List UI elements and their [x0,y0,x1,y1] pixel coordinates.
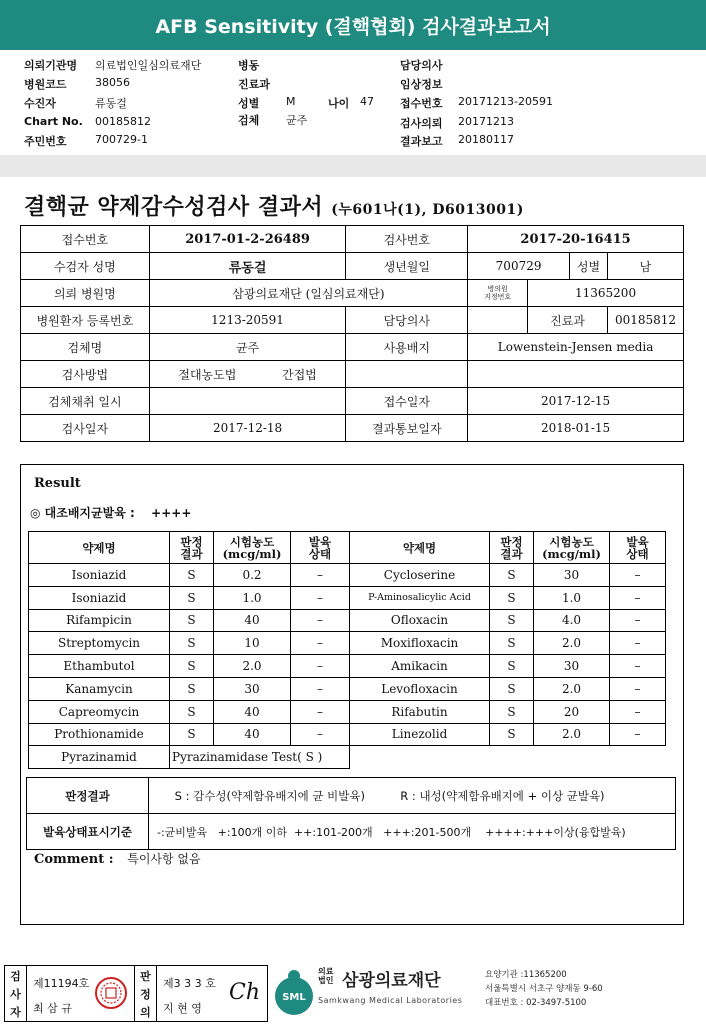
received-label: 접수일자 [346,388,468,415]
specimen-label: 검체 [238,114,260,127]
sex-value-cell: 남 [607,253,683,280]
col-drug: 약제명 [29,532,170,564]
specimen-value: 균주 [286,114,308,127]
tester-license: 제11194호 [33,977,90,990]
drug-cell-growth: – [610,677,666,700]
drug-cell-conc: 40 [214,609,291,632]
table-row [29,723,666,746]
col-drug: 약제명 [350,532,490,564]
table-row [21,388,684,415]
drug-cell-result: S [170,655,214,678]
drug-cell-growth: – [291,655,350,678]
collect-label: 검체채취 일시 [21,388,150,415]
code-label: 병원코드 [24,78,67,91]
drug-cell-drug: Streptomycin [29,632,170,655]
drug-cell-result: S [490,723,534,746]
col-judge [170,532,214,564]
signature: Ch [229,980,261,1005]
reviewer-label-2: 정 [140,988,151,1001]
method-value [149,361,346,388]
specimen-meta-table [20,225,684,442]
patient-value: 류동걸 [95,97,127,110]
org-tel: 대표번호 : 02-3497-5100 [485,998,587,1008]
drug-cell-conc: 1.0 [534,586,610,609]
specimen-name-label: 검체명 [21,334,150,361]
comment [34,850,201,867]
drug-cell-growth: – [291,632,350,655]
drug-sensitivity-table [28,531,666,769]
drug-cell-drug: Capreomycin [29,700,170,723]
age-value: 47 [360,95,374,108]
table-row [27,814,676,850]
drug-cell-growth: – [291,564,350,587]
drug-cell-growth: – [610,723,666,746]
code-value: 38056 [95,76,130,89]
table-header-row [29,532,666,564]
drug-cell-result: S [490,609,534,632]
org-prefix [318,967,333,985]
drug-cell-drug: Ethambutol [29,655,170,678]
hospital-value: 의료법인일심의료재단 [95,59,202,72]
col-conc-2: (mcg/ml) [542,546,601,561]
col-growth-1: 발육 [626,534,649,549]
req-hosp-label: 의뢰 병원명 [21,280,150,307]
hospital-label: 의뢰기관명 [24,59,78,72]
drug-cell-drug: Isoniazid [29,586,170,609]
table-row [29,564,666,587]
drug-cell-conc: 2.0 [534,632,610,655]
drug-cell-conc: 40 [214,723,291,746]
table-row [29,700,666,723]
drug-cell-drug: Levofloxacin [350,677,490,700]
tester-label-2: 사 [10,988,21,1001]
tester-label [5,966,27,1021]
request-label: 검사의뢰 [400,117,443,130]
drug-cell-growth: – [291,609,350,632]
designated-label-1: 병의원 [487,285,508,293]
drug-cell-result: S [170,564,214,587]
dept-label-cell: 진료과 [528,307,608,334]
report-title-code: (누601나(1), D6013001) [331,202,524,218]
col-conc-1: 시험농도 [229,534,275,549]
control-culture-value: ++++ [151,506,192,520]
dept-value-cell: 00185812 [607,307,683,334]
receipt-no-label: 접수번호 [21,226,150,253]
birth-value: 700729 [468,253,570,280]
drug-cell-drug: Amikacin [350,655,490,678]
rrn-label: 주민번호 [24,135,67,148]
drug-cell-growth: – [291,723,350,746]
empty-cell [346,361,468,388]
test-date-label: 검사일자 [21,415,150,442]
drug-cell-result: S [490,632,534,655]
reviewer-label [135,966,157,1021]
col-growth-1: 발육 [308,534,332,549]
seal-stamp-icon [93,975,129,1011]
drug-cell-conc: 1.0 [214,586,291,609]
patient-info-block [0,50,706,155]
col-conc [214,532,291,564]
drug-cell-result: S [170,700,214,723]
table-row [21,253,684,280]
drug-cell-drug: Cycloserine [350,564,490,587]
pza-row [29,746,666,769]
judge-legend-s: S : 감수성(약제함유배지에 균 비발육) [174,788,365,803]
req-hosp-value: 삼광의료재단 (일심의료재단) [149,280,467,307]
comment-text: 특이사항 없음 [127,852,201,866]
org-info [485,968,603,1010]
reviewer-name: 지 현 영 [163,1002,202,1015]
reg-no-label: 병원환자 등록번호 [21,307,150,334]
drug-cell-conc: 0.2 [214,564,291,587]
request-value: 20171213 [458,115,514,128]
drug-cell-growth: – [610,655,666,678]
drug-cell-result: S [170,586,214,609]
receipt-label: 접수번호 [400,97,443,110]
tester-name: 최 삼 규 [33,1002,72,1015]
table-row [21,226,684,253]
sex-value: M [286,95,296,108]
org-english-name: Samkwang Medical Laboratories [318,996,463,1005]
reviewer-cell [157,966,267,1021]
method-label: 검사방법 [21,361,150,388]
legend-table [26,777,676,850]
designated-label-2: 지정번호 [484,293,512,301]
col-growth [291,532,350,564]
method-value-1: 절대농도법 [178,367,237,382]
sex-label: 성별 [238,97,260,110]
specimen-name-value: 균주 [149,334,346,361]
birth-label: 생년월일 [346,253,468,280]
judge-legend-label: 판정결과 [27,778,149,814]
drug-cell-drug: Kanamycin [29,677,170,700]
col-conc-1: 시험농도 [549,534,594,549]
judge-legend-r: R : 내성(약제함유배지에 + 이상 균발육) [400,788,605,803]
drug-cell-result: S [170,723,214,746]
sex-label-cell: 성별 [570,253,608,280]
pza-drug: Pyrazinamid [29,746,170,769]
drug-cell-conc: 30 [534,564,610,587]
tester-label-3: 자 [10,1006,21,1019]
test-no-value: 2017-20-16415 [468,226,684,253]
empty-cell [468,361,684,388]
receipt-value: 20171213-20591 [458,95,553,108]
drug-cell-growth: – [610,700,666,723]
tester-cell [27,966,135,1021]
drug-cell-result: S [170,677,214,700]
reviewer-label-1: 판 [140,970,151,983]
report-date-label: 결과보고 [400,135,443,148]
table-row [21,307,684,334]
org-address: 서울특별시 서초구 양재동 9-60 [485,984,603,994]
drug-cell-growth: – [610,564,666,587]
drug-cell-result: S [490,564,534,587]
age-label: 나이 [328,97,350,110]
control-culture [30,504,191,521]
table-row [21,334,684,361]
col-judge [490,532,534,564]
drug-cell-conc: 10 [214,632,291,655]
rrn-value: 700729-1 [95,133,148,146]
col-conc-2: (mcg/ml) [222,546,282,561]
table-row [21,415,684,442]
drug-cell-conc: 2.0 [214,655,291,678]
org-code: 요양기관 :11365200 [485,970,567,980]
test-date-value: 2017-12-18 [149,415,346,442]
sml-logo-icon [272,966,316,1018]
table-row [21,361,684,388]
notify-label: 결과통보일자 [346,415,468,442]
reg-no-value: 1213-20591 [149,307,346,334]
table-row [29,677,666,700]
report-date-value: 20180117 [458,133,514,146]
drug-cell-growth: – [291,586,350,609]
table-row [21,280,684,307]
table-row [29,586,666,609]
drug-cell-drug: P-Aminosalicylic Acid [350,586,490,609]
table-row [29,609,666,632]
drug-cell-drug: Prothionamide [29,723,170,746]
dept-label: 진료과 [238,78,270,91]
clinical-label: 임상정보 [400,78,443,91]
col-judge-2: 결과 [500,546,523,561]
drug-cell-drug: Linezolid [350,723,490,746]
separator-bar [0,155,706,177]
drug-cell-result: S [170,632,214,655]
col-growth-2: 상태 [626,546,649,561]
method-value-2: 간접법 [281,367,317,382]
name-label: 수검자 성명 [21,253,150,280]
drug-cell-conc: 40 [214,700,291,723]
judge-legend-value [149,778,676,814]
doctor-label-cell: 담당의사 [346,307,468,334]
report-header-title: AFB Sensitivity (결핵협회) 검사결과보고서 [155,15,551,38]
doctor-value-cell [468,307,528,334]
designated-value: 11365200 [528,280,684,307]
drug-cell-growth: – [610,609,666,632]
reviewer-license: 제3 3 3 호 [163,977,216,990]
sml-logo-text: SML [282,992,306,1003]
org-name: 삼광의료재단 [342,971,441,991]
comment-label: Comment : [34,852,114,867]
col-judge-1: 판정 [500,534,523,549]
drug-cell-growth: – [291,700,350,723]
table-row [27,778,676,814]
received-value: 2017-12-15 [468,388,684,415]
doctor-label: 담당의사 [400,59,443,72]
growth-legend-value: -:균비발육 +:100개 이하 ++:101-200개 +++:201-500개 ++++:+++이상(융합발육) [149,814,676,850]
drug-cell-conc: 20 [534,700,610,723]
reviewer-label-3: 의 [140,1006,151,1019]
media-label: 사용배지 [346,334,468,361]
drug-cell-result: S [490,586,534,609]
report-header [0,0,706,50]
signature-box [4,965,268,1022]
chart-label: Chart No. [24,115,83,128]
report-title [24,190,524,221]
control-culture-label: ◎ 대조배지균발육 : [30,506,135,520]
org-prefix-2: 법인 [318,976,334,985]
drug-cell-result: S [490,700,534,723]
report-title-main: 결핵균 약제감수성검사 결과서 [24,194,324,220]
col-judge-2: 결과 [180,546,203,561]
drug-cell-conc: 30 [534,655,610,678]
org-prefix-1: 의료 [318,967,334,976]
pza-test: Pyrazinamidase Test( S ) [170,746,350,769]
name-value: 류동걸 [149,253,346,280]
col-growth-2: 상태 [308,546,332,561]
tester-label-1: 검 [10,970,21,983]
table-row [29,632,666,655]
drug-cell-drug: Isoniazid [29,564,170,587]
result-label: Result [34,476,81,491]
test-no-label: 검사번호 [346,226,468,253]
drug-cell-growth: – [610,586,666,609]
table-row [29,655,666,678]
drug-cell-result: S [490,655,534,678]
notify-value: 2018-01-15 [468,415,684,442]
col-conc [534,532,610,564]
drug-cell-conc: 4.0 [534,609,610,632]
col-judge-1: 판정 [180,534,203,549]
drug-cell-drug: Ofloxacin [350,609,490,632]
drug-cell-conc: 2.0 [534,677,610,700]
empty-cell [350,746,666,769]
receipt-no-value: 2017-01-2-26489 [149,226,346,253]
drug-cell-drug: Rifabutin [350,700,490,723]
drug-cell-conc: 30 [214,677,291,700]
patient-label: 수진자 [24,97,56,110]
drug-cell-result: S [490,677,534,700]
designated-label [468,280,528,307]
growth-legend-label: 발육상태표시기준 [27,814,149,850]
drug-cell-growth: – [291,677,350,700]
drug-cell-conc: 2.0 [534,723,610,746]
chart-value: 00185812 [95,115,151,128]
drug-cell-drug: Rifampicin [29,609,170,632]
media-value: Lowenstein-Jensen media [468,334,684,361]
ward-label: 병동 [238,59,260,72]
drug-cell-growth: – [610,632,666,655]
col-growth [610,532,666,564]
collect-value [149,388,346,415]
drug-cell-result: S [170,609,214,632]
drug-cell-drug: Moxifloxacin [350,632,490,655]
